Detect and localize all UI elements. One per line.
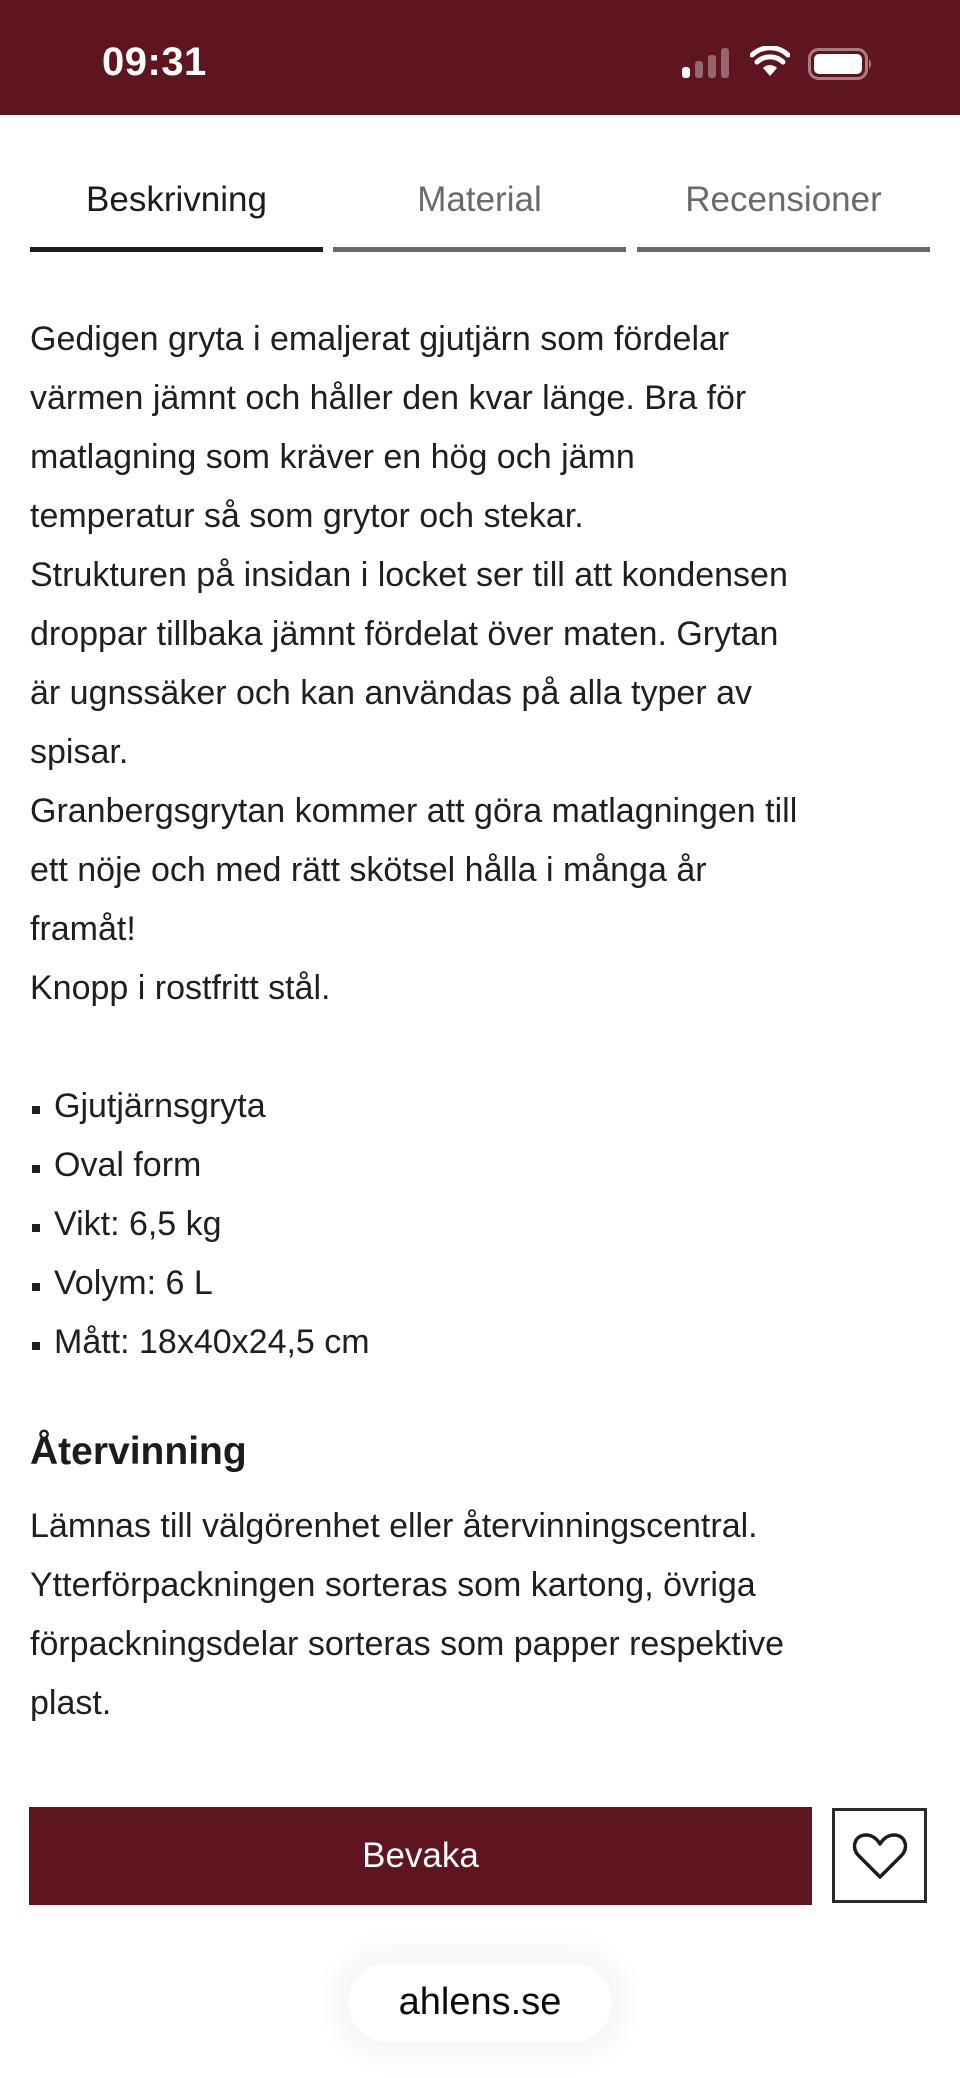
recycling-line: Lämnas till välgörenhet eller återvinningscentral.: [30, 1507, 758, 1545]
tab-label: Recensioner: [685, 180, 882, 219]
tab-underline: [637, 247, 930, 252]
watch-button[interactable]: Bevaka: [29, 1807, 812, 1905]
browser-url-pill[interactable]: [348, 1963, 612, 2042]
recycling-line: förpackningsdelar sorteras som papper respektive: [30, 1625, 785, 1663]
product-tabs: [30, 170, 930, 252]
tab-recensioner[interactable]: [637, 170, 930, 252]
tab-label: Material: [417, 180, 542, 219]
url-text: ahlens.se: [398, 1981, 562, 2023]
bullet-icon: [32, 1106, 40, 1114]
description-line: framåt!: [30, 910, 136, 948]
bullet-icon: [32, 1165, 40, 1173]
description-line: matlagning som kräver en hög och jämn: [30, 438, 635, 476]
description-line: Strukturen på insidan i locket ser till att kondensen: [30, 556, 788, 594]
description-line: ett nöje och med rätt skötsel hålla i många år: [30, 851, 707, 889]
status-time: 09:31: [102, 40, 207, 84]
spec-bullet: [30, 1195, 930, 1254]
spec-bullet: [30, 1313, 930, 1372]
tab-beskrivning[interactable]: [30, 170, 323, 252]
product-description: [30, 310, 930, 1372]
blank-line: [30, 1018, 930, 1077]
spec-bullet: [30, 1254, 930, 1313]
spec-bullet: [30, 1136, 930, 1195]
tab-material[interactable]: [333, 170, 626, 252]
spec-text: Oval form: [54, 1146, 202, 1184]
heart-icon: [852, 1831, 908, 1881]
recycling-heading: Återvinning: [30, 1430, 247, 1473]
recycling-text: [30, 1497, 930, 1733]
wifi-icon: [750, 46, 790, 78]
recycling-line: Ytterförpackningen sorteras som kartong, övriga: [30, 1566, 756, 1604]
battery-icon: [808, 48, 874, 80]
bullet-icon: [32, 1224, 40, 1232]
description-line: Knopp i rostfritt stål.: [30, 969, 331, 1007]
signal-icon: [682, 48, 732, 78]
spec-text: Mått: 18x40x24,5 cm: [54, 1323, 370, 1361]
description-line: värmen jämnt och håller den kvar länge. Bra för: [30, 379, 747, 417]
status-icons: [660, 0, 960, 115]
status-bar: [0, 0, 960, 115]
bullet-icon: [32, 1283, 40, 1291]
description-line: Granbergsgrytan kommer att göra matlagningen till: [30, 792, 798, 830]
tab-underline: [30, 247, 323, 252]
description-line: droppar tillbaka jämnt fördelat över maten. Grytan: [30, 615, 779, 653]
tab-underline: [333, 247, 626, 252]
tab-label: Beskrivning: [86, 180, 267, 219]
description-line: är ugnssäker och kan användas på alla typer av: [30, 674, 753, 712]
description-line: spisar.: [30, 733, 129, 771]
recycling-line: plast.: [30, 1684, 112, 1722]
spec-text: Gjutjärnsgryta: [54, 1087, 266, 1125]
description-line: temperatur så som grytor och stekar.: [30, 497, 584, 535]
spec-text: Volym: 6 L: [54, 1264, 213, 1302]
spec-bullet: [30, 1077, 930, 1136]
description-line: Gedigen gryta i emaljerat gjutjärn som fördelar: [30, 320, 730, 358]
bullet-icon: [32, 1342, 40, 1350]
favorite-button[interactable]: [832, 1808, 927, 1903]
spec-text: Vikt: 6,5 kg: [54, 1205, 222, 1243]
